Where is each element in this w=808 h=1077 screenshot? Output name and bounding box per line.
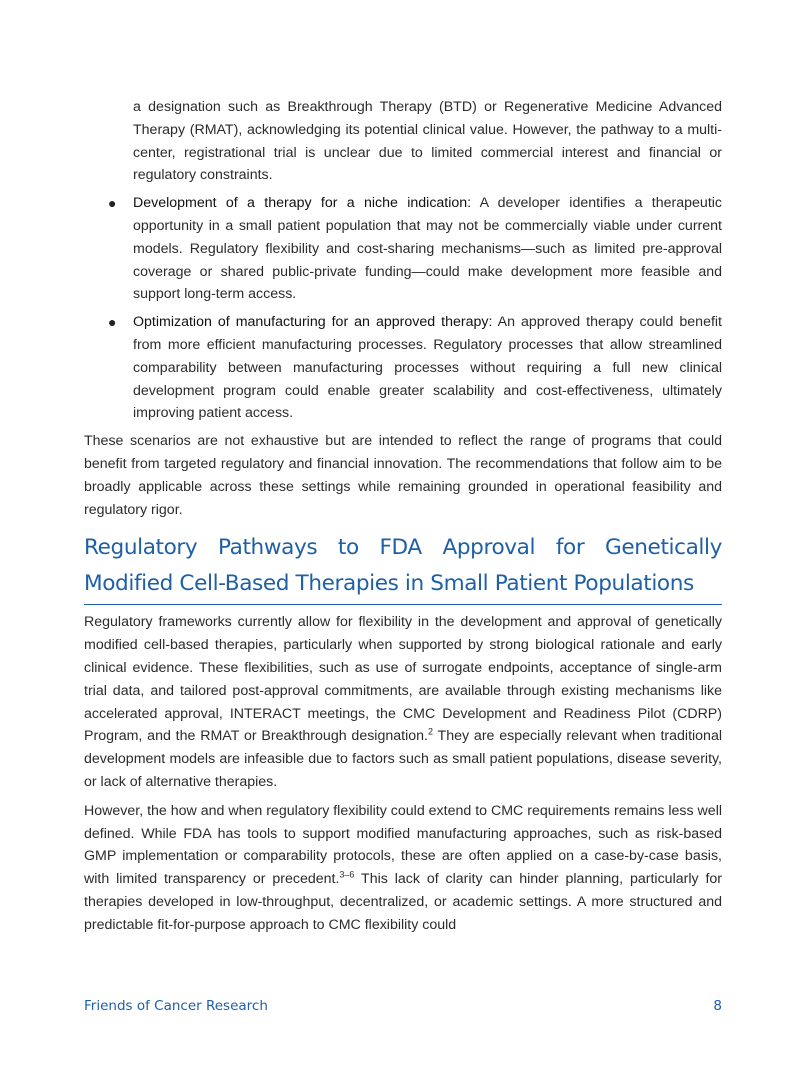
bullet-item-manufacturing-optimization bbox=[84, 311, 722, 425]
cmc-flexibility-paragraph bbox=[84, 800, 722, 937]
bullet-item-niche-indication bbox=[84, 192, 722, 306]
paragraph-text: They are especially relevant when traditional development models are infeasible due to factors such as small patient populations, disease severity, or lack of alternative therapies. bbox=[84, 728, 722, 790]
scenario-bullet-list bbox=[84, 192, 722, 425]
section-heading: Regulatory Pathways to FDA Approval for Genetically Modified Cell-Based Therapies in Small Patient Populations bbox=[84, 530, 722, 605]
paragraph-text: This lack of clarity can hinder planning, particularly for therapies developed in low-throughput, decentralized, or academic settings. A more structured and predictable fit-for-purpose approach to CMC flexibility could bbox=[84, 871, 723, 933]
footer-page-number: 8 bbox=[713, 998, 722, 1014]
page-body bbox=[84, 96, 722, 937]
footer-organization: Friends of Cancer Research bbox=[84, 998, 268, 1014]
bullet-dot-icon: ● bbox=[108, 314, 117, 331]
bullet-text: An approved therapy could benefit from more efficient manufacturing processes. Regulatory processes that allow streamlined comparability between manufacturing processes without requiring a full new clinical development program could enable greater scalability and cost-effectiveness, ultimately improving patient access. bbox=[133, 314, 722, 422]
scenarios-paragraph: These scenarios are not exhaustive but are intended to reflect the range of programs that could benefit from targeted regulatory and financial innovation. The recommendations that follow aim to be broadly applicable across these settings while remaining grounded in operational feasibility and regulatory rigor. bbox=[84, 433, 722, 518]
paragraph-text: However, the how and when regulatory flexibility could extend to CMC requirements remains less well defined. While FDA has tools to support modified manufacturing approaches, such as risk-based GMP implementation or comparability protocols, these are often applied on a case-by-case basis, with limited transparency or precedent. bbox=[84, 802, 722, 888]
citation-ref: 2 bbox=[427, 726, 433, 737]
paragraph-text: Regulatory frameworks currently allow for flexibility in the development and approval of genetically modified cell-based therapies, particularly when supported by strong biological rationale and early clinical evidence. These flexibilities, such as use of surrogate endpoints, acceptance of single-arm trial data, and tailored post-approval commitments, are available through existing mechanisms like accelerated approval, INTERACT meetings, the CMC Development and Readiness Pilot (CDRP) Program, and the RMAT or Breakthrough designation. bbox=[84, 614, 722, 745]
bullet-lead: Development of a therapy for a niche indication: bbox=[133, 195, 472, 212]
bullet-dot-icon: ● bbox=[108, 195, 117, 212]
page-footer bbox=[84, 998, 722, 1014]
bullet-text: A developer identifies a therapeutic opportunity in a small patient population that may not be commercially viable under current models. Regulatory flexibility and cost-sharing mechanisms—such as limited pre-approval coverage or shared public-private funding—could make development more feasible and support long-term access. bbox=[133, 195, 723, 303]
citation-ref: 3–6 bbox=[339, 869, 355, 880]
bullet-lead: Optimization of manufacturing for an approved therapy: bbox=[133, 314, 493, 331]
bullet-continuation-text: a designation such as Breakthrough Therapy (BTD) or Regenerative Medicine Advanced Therapy (RMAT), acknowledging its potential clinical value. However, the pathway to a multi-center, registrational trial is unclear due to limited commercial interest and financial or regulatory constraints. bbox=[133, 99, 722, 184]
regulatory-frameworks-paragraph bbox=[84, 611, 722, 793]
